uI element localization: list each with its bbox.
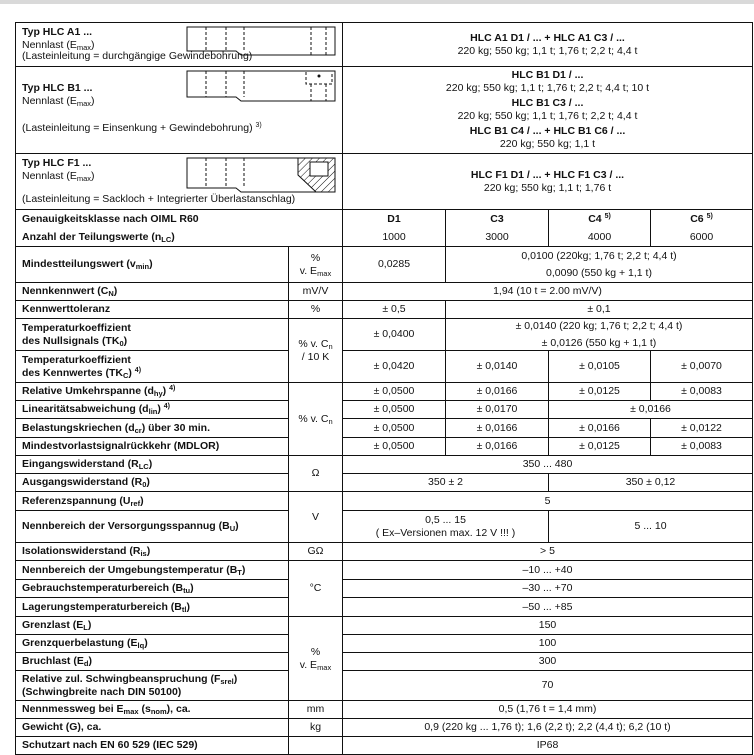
type-title: Typ HLC A1 ... [22,26,93,38]
spec-unit: % [289,301,343,319]
spec-label: Relative Umkehrspanne $(d_{hy})$ $^{4)}$ [16,383,289,401]
spec-row [16,701,753,719]
spec-unit: V [289,492,343,543]
spec-label: Mindestvorlastsignalrückkehr (MDLOR) [16,438,289,456]
spec-value: ± 0,0140 [446,351,549,383]
spec-label: Kennwerttoleranz [16,301,289,319]
spec-label: Temperaturkoeffizient des Kennwertes $(TK_C)$ $^{4)}$ [16,351,289,383]
nennlast-label: Nennlast $(E_{max})$ [22,39,95,52]
type-f1-variants [343,154,753,210]
type-a1-variants [343,23,753,67]
spec-row [16,283,753,301]
spec-value: IP68 [343,737,753,755]
spec-label: Eingangswiderstand $(R_{LC})$ [16,456,289,474]
top-border [0,0,754,4]
variant-loads: 220 kg; 550 kg; 1,1 t; 1,76 t; 2,2 t; 4,4 t [457,44,638,57]
spec-row [16,543,753,561]
spec-label: Lagerungstemperaturbereich $(B_{tl})$ [16,598,289,617]
spec-value: 300 [343,653,753,671]
spec-value: –10 ... +40 [343,561,753,580]
spec-value: 0,5 (1,76 t = 1,4 mm) [343,701,753,719]
spec-label: Nennmessweg bei $E_{max}$ $(s_{nom})$, ca. [16,701,289,719]
type-b1-variants [343,67,753,154]
spec-unit: kg [289,719,343,737]
spec-row [16,598,753,617]
variant-loads: 220 kg; 550 kg; 1,1 t [499,138,596,150]
spec-value: 350 ± 2 [343,474,549,492]
spec-label: Mindestteilungswert $(v_{min})$ [16,247,289,283]
variant-name: HLC A1 D1 / ... + HLC A1 C3 / ... [470,31,625,44]
type-f1-cell [16,154,343,210]
nennlast-label: Nennlast $(E_{max})$ [22,95,95,108]
variant-name: HLC B1 C3 / ... [511,97,584,109]
spec-value: 350 ± 0,12 [549,474,753,492]
spec-value: ± 0,0122 [651,419,753,438]
class-c6: C6 $^{5)}$ 6000 [651,210,753,247]
spec-value: 0,5 ... 15 ( Ex–Versionen max. 12 V !!! ) [343,511,549,543]
spec-unit: % v. $E_{max}$ [289,247,343,283]
spec-value: 1,94 (10 t = 2.00 mV/V) [343,283,753,301]
variant-loads: 220 kg; 550 kg; 1,1 t; 1,76 t [483,181,612,194]
spec-value: ± 0,0140 (220 kg; 1,76 t; 2,2 t; 4,4 t) ± 0,0126 (550 kg + 1,1 t) [446,319,753,351]
variant-name: HLC B1 D1 / ... [511,69,584,81]
spec-value: ± 0,0166 [446,419,549,438]
spec-row [16,456,753,474]
accuracy-class-label: Genauigkeitsklasse nach OIML R60 Anzahl der Teilungswerte $(n_{LC})$ [16,210,343,247]
spec-value: 350 ... 480 [343,456,753,474]
spec-row [16,653,753,671]
spec-value: ± 0,0500 [343,401,446,419]
spec-label: Grenzquerbelastung $(E_{lq})$ [16,635,289,653]
spec-row [16,617,753,635]
spec-value: ± 0,0500 [343,383,446,401]
spec-row [16,635,753,653]
spec-label: Bruchlast $(E_d)$ [16,653,289,671]
spec-value: ± 0,0083 [651,383,753,401]
class-d1: D1 1000 [343,210,446,247]
spec-value: ± 0,0166 [549,401,753,419]
spec-row [16,474,753,492]
spec-value: –30 ... +70 [343,580,753,598]
spec-value: 70 [343,671,753,701]
spec-unit: °C [289,561,343,617]
type-row-a1 [16,23,753,67]
spec-label: Gebrauchstemperaturbereich $(B_{tu})$ [16,580,289,598]
spec-label: Referenzspannung $(U_{ref})$ [16,492,289,511]
spec-unit: mm [289,701,343,719]
variant-loads: 220 kg; 550 kg; 1,1 t; 1,76 t; 2,2 t; 4,4 t; 10 t [445,82,650,94]
spec-value: ± 0,0166 [446,438,549,456]
spec-value: ± 0,0105 [549,351,651,383]
type-row-f1 [16,154,753,210]
type-a1-cell [16,23,343,67]
spec-row [16,383,753,401]
spec-row [16,247,753,283]
spec-value: ± 0,0166 [549,419,651,438]
spec-value: ± 0,0170 [446,401,549,419]
spec-row [16,401,753,419]
class-c3: C3 3000 [446,210,549,247]
spec-value: 100 [343,635,753,653]
spec-value: ± 0,0400 [343,319,446,351]
spec-label: Nennbereich der Umgebungstemperatur $(B_T)$ [16,561,289,580]
spec-label: Schutzart nach EN 60 529 (IEC 529) [16,737,289,755]
spec-value: ± 0,0070 [651,351,753,383]
type-b1-cell [16,67,343,154]
spec-value: 5 ... 10 [549,511,753,543]
spec-label: Nennbereich der Versorgungsspannug $(B_U)$ [16,511,289,543]
spec-unit: mV/V [289,283,343,301]
spec-value: 0,0100 (220kg; 1,76 t; 2,2 t; 4,4 t) 0,0090 (550 kg + 1,1 t) [446,247,753,283]
spec-row [16,351,753,383]
spec-unit: % v. $C_n$ / 10 K [289,319,343,383]
variant-name: HLC B1 C4 / ... + HLC B1 C6 / ... [469,125,626,137]
spec-value: 0,0285 [343,247,446,283]
spec-value: –50 ... +85 [343,598,753,617]
spec-row [16,671,753,701]
spec-value: ± 0,0125 [549,438,651,456]
spec-table [15,22,753,755]
spec-label: Gewicht (G), ca. [16,719,289,737]
spec-value: ± 0,0083 [651,438,753,456]
load-cell-f1-drawing [186,157,336,193]
spec-value: ± 0,0500 [343,419,446,438]
spec-value: ± 0,0166 [446,383,549,401]
variant-loads: 220 kg; 550 kg; 1,1 t; 1,76 t; 2,2 t; 4,4 t [457,110,638,122]
nennlast-label: Nennlast $(E_{max})$ [22,170,95,183]
class-c4: C4 $^{5)}$ 4000 [549,210,651,247]
spec-unit [289,737,343,755]
spec-value: 0,9 (220 kg ... 1,76 t); 1,6 (2,2 t); 2,2 (4,4 t); 6,2 (10 t) [343,719,753,737]
spec-unit: GΩ [289,543,343,561]
variant-name: HLC F1 D1 / ... + HLC F1 C3 / ... [470,168,625,181]
spec-row [16,719,753,737]
spec-label: Grenzlast $(E_L)$ [16,617,289,635]
lasteinleitung-note: (Lasteinleitung = Sackloch + Integrierter Überlastanschlag) [22,193,296,205]
spec-value: 150 [343,617,753,635]
spec-value: ± 0,1 [446,301,753,319]
spec-row [16,438,753,456]
spec-row [16,419,753,438]
spec-label: Isolationswiderstand $(R_{is})$ [16,543,289,561]
spec-label: Belastungskriechen $(d_{cr})$ über 30 min. [16,419,289,438]
spec-row [16,301,753,319]
lasteinleitung-note: (Lasteinleitung = durchgängige Gewindebohrung) [22,50,253,62]
spec-value: ± 0,0420 [343,351,446,383]
spec-label: Relative zul. Schwingbeanspruchung $(F_{srel})$ (Schwingbreite nach DIN 50100) [16,671,289,701]
spec-value: ± 0,0125 [549,383,651,401]
spec-value: 5 [343,492,753,511]
spec-row [16,580,753,598]
spec-label: Nennkennwert $(C_N)$ [16,283,289,301]
spec-row [16,511,753,543]
type-row-b1 [16,67,753,154]
spec-unit: % v. $C_n$ [289,383,343,456]
type-title: Typ HLC F1 ... [22,157,92,169]
spec-label: Linearitätsabweichung $(d_{lin})$ $^{4)}$ [16,401,289,419]
load-cell-b1-drawing [186,70,336,102]
spec-unit: % v. $E_{max}$ [289,617,343,701]
spec-label: Temperaturkoeffizient des Nullsignals $(TK_0)$ [16,319,289,351]
accuracy-class-header [16,210,753,247]
spec-value: > 5 [343,543,753,561]
spec-value: ± 0,0500 [343,438,446,456]
spec-label: Ausgangswiderstand $(R_0)$ [16,474,289,492]
spec-value: ± 0,5 [343,301,446,319]
spec-row [16,561,753,580]
spec-row [16,737,753,755]
spec-unit: Ω [289,456,343,492]
type-title: Typ HLC B1 ... [22,82,93,94]
spec-row [16,319,753,351]
lasteinleitung-note: (Lasteinleitung = Einsenkung + Gewindebohrung) $^{3)}$ [22,122,262,134]
spec-row [16,492,753,511]
